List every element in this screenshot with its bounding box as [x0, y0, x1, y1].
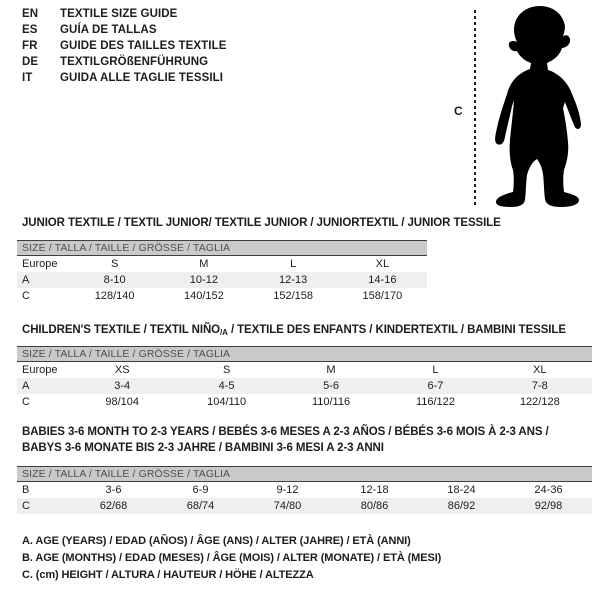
height-cell: 158/170 — [362, 290, 403, 302]
height-cell: 62/68 — [99, 500, 128, 512]
height-cell: 80/86 — [360, 500, 389, 512]
table-row-age — [17, 378, 592, 394]
heading-text: CHILDREN'S TEXTILE / TEXTIL NIÑO — [22, 324, 221, 336]
row-label: C — [22, 290, 30, 302]
babies-section-heading — [22, 424, 549, 456]
height-cell: 122/128 — [519, 396, 560, 408]
height-cell: 128/140 — [94, 290, 135, 302]
table-row-europe — [17, 362, 592, 378]
size-cell: XS — [114, 364, 130, 376]
size-cell: L — [432, 364, 439, 376]
language-code: IT — [22, 72, 33, 84]
row-label: C — [22, 396, 30, 408]
measure-label-c: C — [454, 104, 463, 118]
children-size-table — [17, 346, 592, 410]
row-label: Europe — [22, 258, 58, 270]
heading-line-1: BABIES 3-6 MONTH TO 2-3 YEARS / BEBÉS 3-6 MESES A 2-3 AÑOS / BÉBÉS 3-6 MOIS À 2-3 ANS / — [22, 426, 549, 438]
language-row-en — [22, 6, 227, 22]
size-cell: XL — [533, 364, 547, 376]
size-cell: M — [199, 258, 209, 270]
size-header-label: SIZE / TALLA / TAILLE / GRÖSSE / TAGLIA — [22, 242, 231, 254]
age-cell: 10-12 — [189, 274, 218, 286]
language-code: EN — [22, 8, 39, 20]
language-row-fr — [22, 38, 227, 54]
footnote-legend — [22, 533, 441, 584]
height-measure-figure — [450, 0, 600, 215]
age-cell: 14-16 — [368, 274, 397, 286]
table-row-months — [17, 482, 592, 498]
language-title-list — [22, 6, 227, 86]
size-header-bar — [17, 241, 427, 256]
table-row-age — [17, 272, 427, 288]
table-row-height — [17, 498, 592, 514]
heading-subscript: /A — [220, 328, 228, 337]
language-row-es — [22, 22, 227, 38]
height-cell: 68/74 — [186, 500, 215, 512]
row-label: C — [22, 500, 30, 512]
height-cell: 110/116 — [311, 396, 351, 408]
size-cell: XL — [375, 258, 390, 270]
size-header-label: SIZE / TALLA / TAILLE / GRÖSSE / TAGLIA — [22, 348, 231, 360]
size-cell: M — [326, 364, 336, 376]
size-cell: L — [290, 258, 297, 270]
age-cell: 4-5 — [218, 380, 235, 392]
language-row-de — [22, 54, 227, 70]
months-cell: 6-9 — [192, 484, 209, 496]
language-title: TEXTILE SIZE GUIDE — [60, 8, 178, 20]
age-cell: 3-4 — [114, 380, 131, 392]
language-title: GUIDA ALLE TAGLIE TESSILI — [60, 72, 224, 84]
table-row-height — [17, 394, 592, 410]
months-cell: 3-6 — [105, 484, 122, 496]
row-label: A — [22, 380, 30, 392]
height-cell: 86/92 — [447, 500, 476, 512]
height-cell: 92/98 — [534, 500, 563, 512]
children-section-heading — [22, 322, 566, 341]
age-cell: 8-10 — [103, 274, 126, 286]
size-cell: S — [110, 258, 119, 270]
height-cell: 104/110 — [207, 396, 247, 408]
size-cell: S — [222, 364, 231, 376]
language-row-it — [22, 70, 227, 86]
language-title: GUÍA DE TALLAS — [60, 24, 157, 36]
months-cell: 9-12 — [276, 484, 299, 496]
language-code: DE — [22, 56, 39, 68]
size-header-bar — [17, 347, 592, 362]
age-cell: 5-6 — [323, 380, 339, 392]
footnote-c: C. (cm) HEIGHT / ALTURA / HAUTEUR / HÖHE / ALTEZZA — [22, 569, 314, 581]
heading-text: / TEXTILE DES ENFANTS / KINDERTEXTIL / BAMBINI TESSILE — [227, 324, 566, 336]
height-cell: 98/104 — [105, 396, 140, 408]
table-row-europe — [17, 256, 427, 272]
language-title: TEXTILGRÖßENFÜHRUNG — [60, 56, 209, 68]
months-cell: 24-36 — [534, 484, 563, 496]
age-cell: 12-13 — [279, 274, 308, 286]
height-dotted-line — [474, 10, 476, 206]
language-title: GUIDE DES TAILLES TEXTILE — [60, 40, 227, 52]
size-header-label: SIZE / TALLA / TAILLE / GRÖSSE / TAGLIA — [22, 468, 231, 480]
footnote-a: A. AGE (YEARS) / EDAD (AÑOS) / ÂGE (ANS) / ALTER (JAHRE) / ETÀ (ANNI) — [22, 535, 411, 547]
language-code: FR — [22, 40, 38, 52]
size-header-bar — [17, 467, 592, 482]
age-cell: 6-7 — [427, 380, 444, 392]
height-cell: 152/158 — [273, 290, 313, 302]
language-code: ES — [22, 24, 38, 36]
junior-size-table — [17, 240, 427, 304]
height-cell: 116/122 — [415, 396, 455, 408]
months-cell: 18-24 — [447, 484, 476, 496]
table-row-height — [17, 288, 427, 304]
row-label: A — [22, 274, 30, 286]
junior-section-heading: JUNIOR TEXTILE / TEXTIL JUNIOR/ TEXTILE JUNIOR / JUNIORTEXTIL / JUNIOR TESSILE — [22, 217, 501, 229]
height-cell: 74/80 — [273, 500, 302, 512]
months-cell: 12-18 — [360, 484, 389, 496]
toddler-silhouette-icon — [484, 4, 596, 210]
age-cell: 7-8 — [531, 380, 548, 392]
row-label: B — [22, 484, 30, 496]
heading-line-2: BABYS 3-6 MONATE BIS 2-3 JAHRE / BAMBINI 3-6 MESI A 2-3 ANNI — [22, 442, 384, 454]
footnote-b: B. AGE (MONTHS) / EDAD (MESES) / ÂGE (MOIS) / ALTER (MONATE) / ETÀ (MESI) — [22, 552, 442, 564]
row-label: Europe — [22, 364, 58, 376]
babies-size-table — [17, 466, 592, 514]
height-cell: 140/152 — [183, 290, 224, 302]
